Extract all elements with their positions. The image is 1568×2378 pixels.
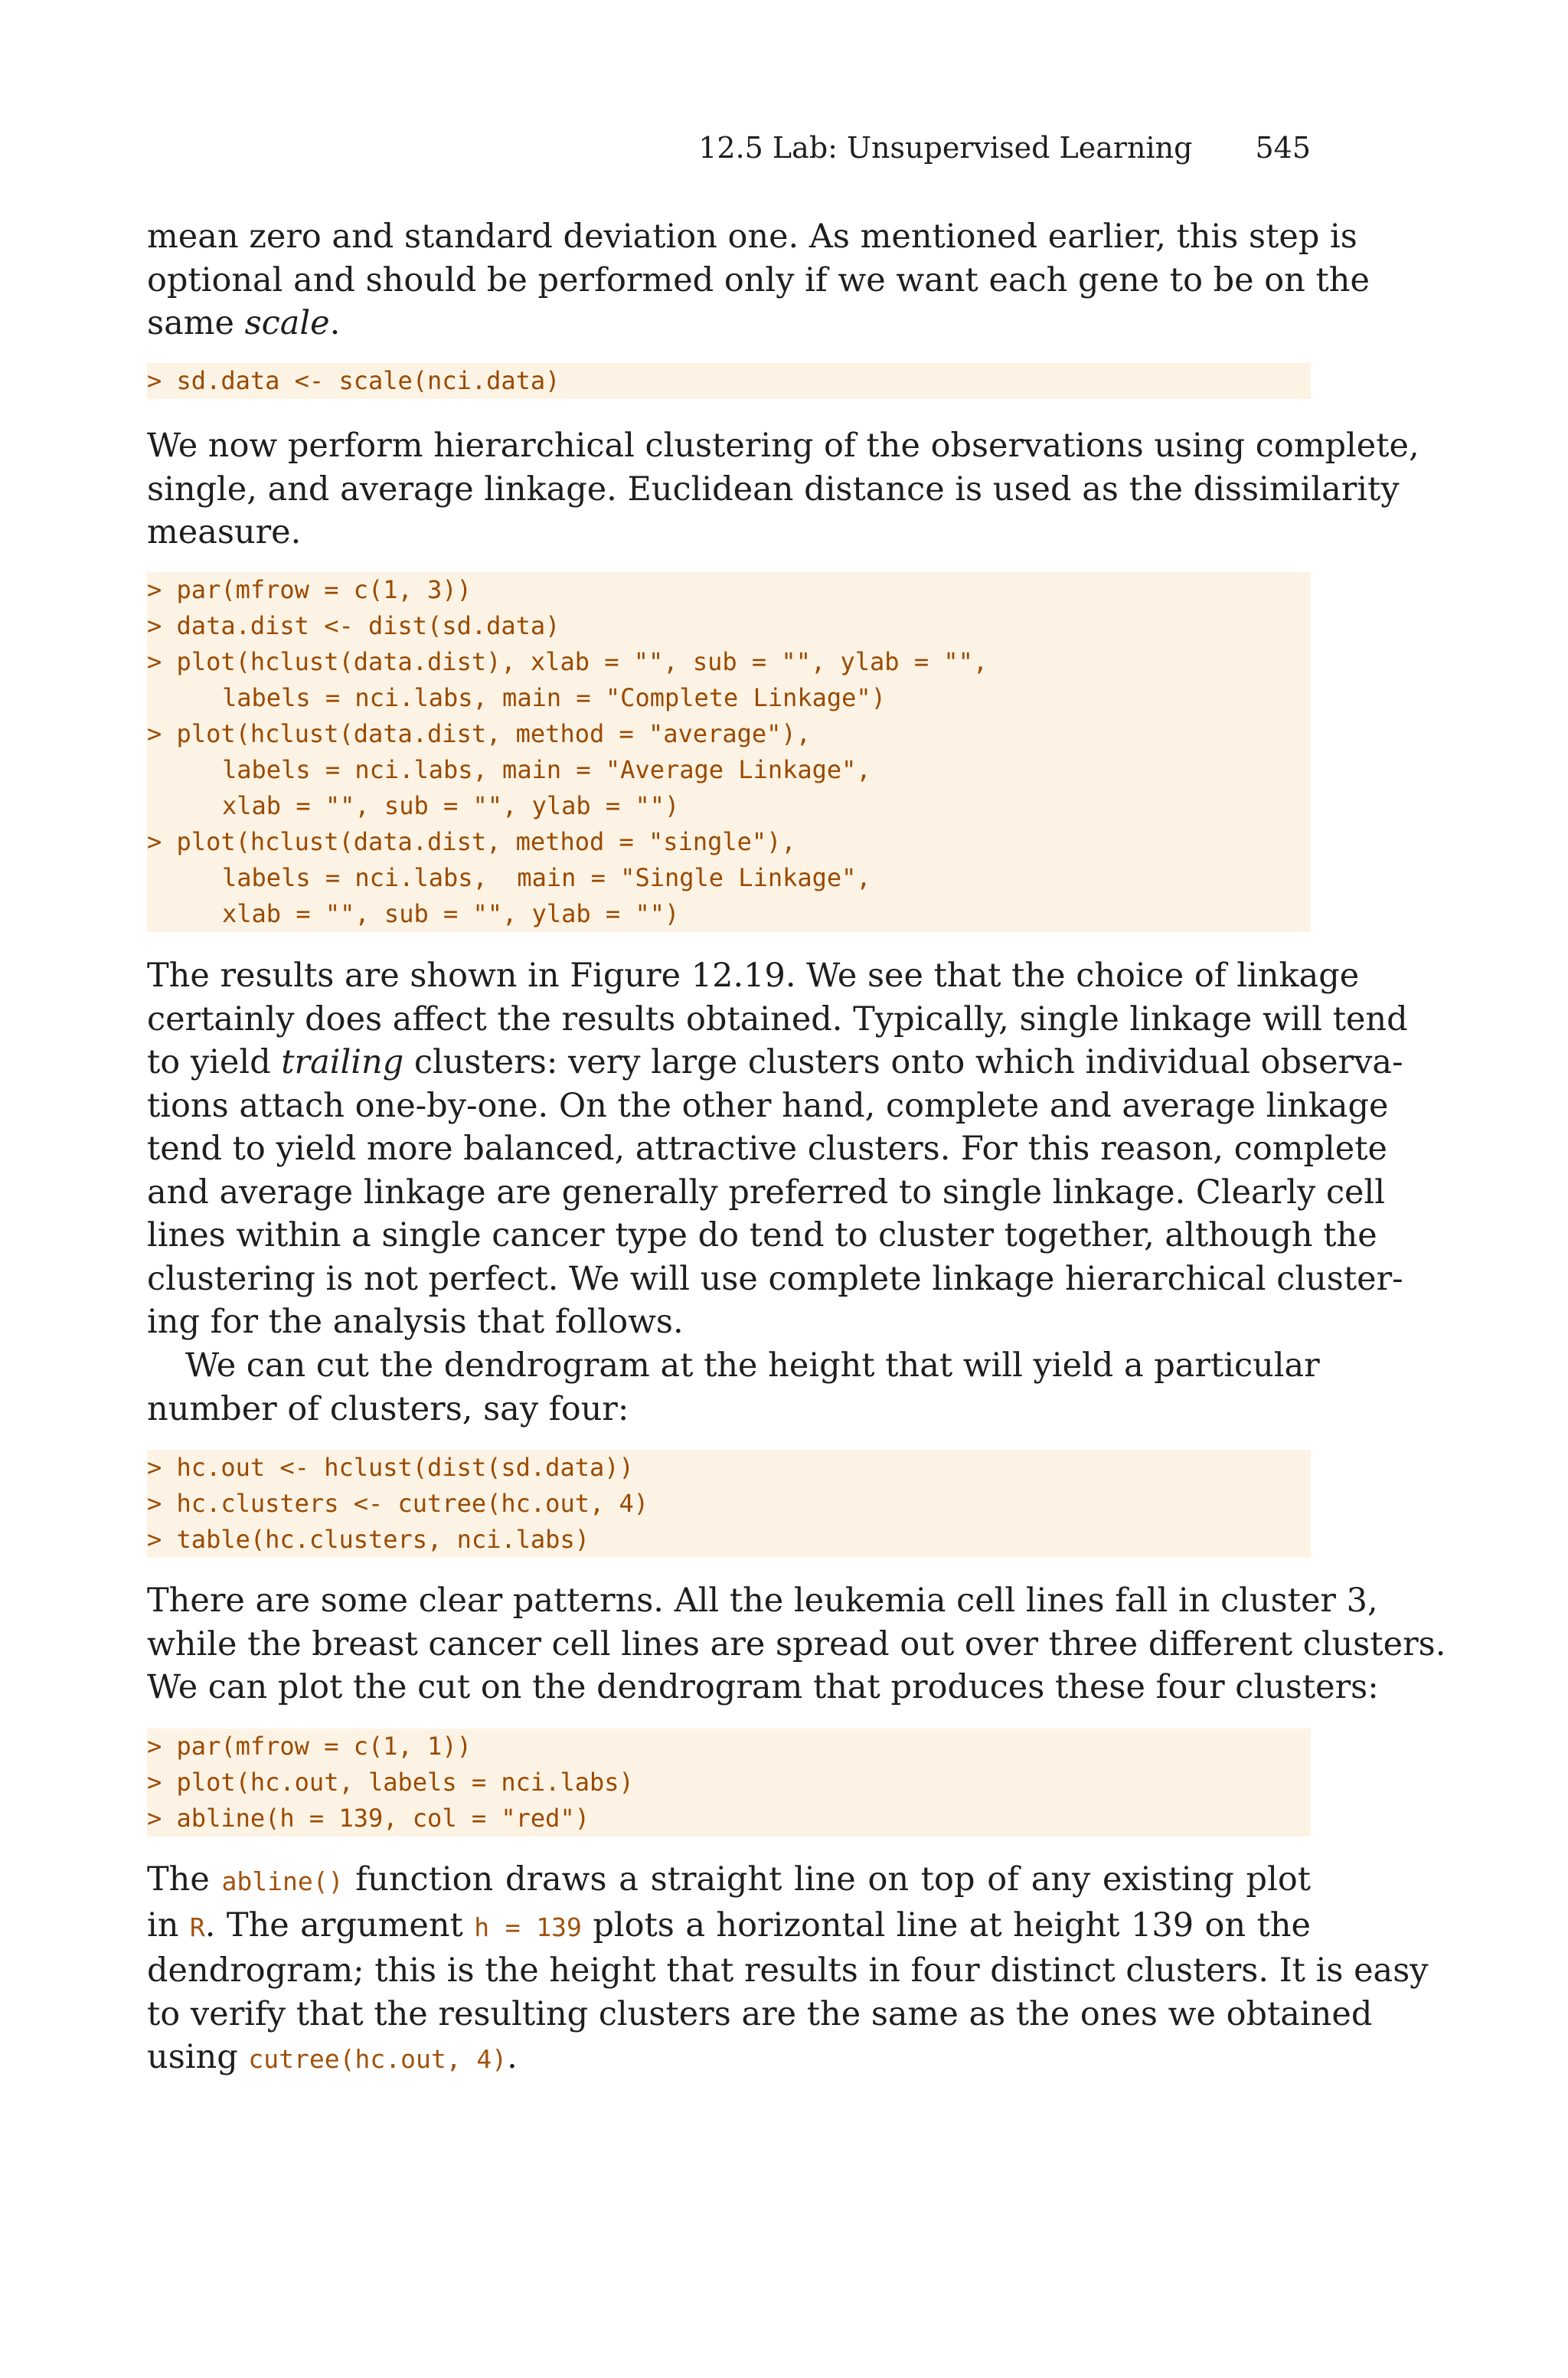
code-line	[147, 363, 1311, 399]
code-block-hclust	[147, 572, 1311, 932]
code-line: xlab = "", sub = "", ylab = "")	[222, 899, 680, 928]
text-line: number of clusters, say four:	[147, 1389, 629, 1428]
text-span: same	[147, 304, 245, 342]
text-line: clustering is not perfect. We will use complete linkage hierarchical cluster-	[147, 1259, 1403, 1298]
code-block-abline	[147, 1729, 1311, 1837]
text-span: . The argument	[204, 1905, 475, 1945]
emphasis-trailing: trailing	[281, 1043, 404, 1081]
code-line: > table(hc.clusters, nci.labs)	[147, 1525, 590, 1554]
text-line	[147, 1041, 1403, 1084]
text-line	[147, 2036, 1311, 2082]
code-line: > hc.out <- hclust(dist(sd.data))	[147, 1453, 634, 1482]
page-number: 545	[1255, 131, 1311, 165]
code-line: > plot(hclust(data.dist), xlab = "", sub = "", ylab = "",	[147, 647, 988, 676]
text-line: and average linkage are generally preferred to single linkage. Clearly cell	[147, 1173, 1385, 1212]
text-line: to verify that the resulting clusters are the same as the ones we obtained	[147, 1994, 1373, 2033]
code-block-cutree	[147, 1450, 1311, 1558]
text-line: mean zero and standard deviation one. As mentioned earlier, this step is	[147, 218, 1357, 256]
text-span: clusters: very large clusters onto which individual observa-	[403, 1043, 1403, 1081]
text-span: in	[147, 1905, 190, 1945]
running-header	[147, 129, 1311, 167]
text-line	[147, 1904, 1311, 1950]
text-line: tend to yield more balanced, attractive clusters. For this reason, complete	[147, 1130, 1387, 1168]
section-title: 12.5 Lab: Unsupervised Learning	[698, 131, 1193, 165]
text-line: lines within a single cancer type do tend to cluster together, although the	[147, 1216, 1377, 1254]
code-line: > par(mfrow = c(1, 3))	[147, 575, 472, 604]
text-line	[147, 302, 1311, 345]
text-line: while the breast cancer cell lines are spread out over three different clusters.	[147, 1624, 1446, 1663]
text-line: optional and should be performed only if we want each gene to be on the	[147, 260, 1370, 299]
inline-code-cutree: cutree(hc.out, 4)	[248, 2044, 508, 2074]
text-line: certainly does affect the results obtained. Typically, single linkage will tend	[147, 999, 1408, 1039]
paragraph-hierarchical	[147, 424, 1419, 554]
text-span: .	[329, 304, 341, 342]
code-line: labels = nci.labs, main = "Average Linkage",	[222, 755, 871, 784]
text-line	[147, 1858, 1311, 1904]
code-block-scale	[147, 363, 1311, 399]
code-line: > plot(hc.out, labels = nci.labs)	[147, 1768, 634, 1797]
text-line: There are some clear patterns. All the leukemia cell lines fall in cluster 3,	[147, 1582, 1378, 1620]
code-line: labels = nci.labs, main = "Single Linkage",	[222, 863, 871, 892]
text-span: The	[147, 1860, 222, 1899]
paragraph-patterns	[147, 1579, 1446, 1709]
paragraph-cut-dendrogram	[147, 1344, 1320, 1431]
text-line: single, and average linkage. Euclidean distance is used as the dissimilarity	[147, 469, 1400, 509]
paragraph-abline	[147, 1858, 1429, 2082]
code-line: labels = nci.labs, main = "Complete Linkage")	[222, 683, 886, 712]
code-line: xlab = "", sub = "", ylab = "")	[222, 791, 680, 820]
code-line: > par(mfrow = c(1, 1))	[147, 1732, 472, 1761]
text-line: We can plot the cut on the dendrogram that produces these four clusters:	[147, 1668, 1379, 1706]
text-span: using	[147, 2038, 249, 2076]
emphasis-scale: scale	[244, 304, 330, 342]
text-span: plots a horizontal line at height 139 on the	[581, 1905, 1311, 1945]
inline-code-abline: abline()	[221, 1866, 344, 1896]
code-line: > abline(h = 139, col = "red")	[147, 1804, 590, 1833]
paragraph-results	[147, 954, 1408, 1344]
code-text: > sd.data <- scale(nci.data)	[147, 366, 560, 395]
text-line: ing for the analysis that follows.	[147, 1303, 684, 1341]
text-line: We can cut the dendrogram at the height that will yield a particular	[185, 1346, 1320, 1385]
inline-code-h: h = 139	[474, 1912, 582, 1942]
paragraph-standardization	[147, 215, 1370, 345]
text-line: tions attach one-by-one. On the other hand, complete and average linkage	[147, 1086, 1389, 1125]
code-line: > plot(hclust(data.dist, method = "average"),	[147, 719, 811, 748]
text-span: function draws a straight line on top of any existing plot	[343, 1860, 1311, 1899]
code-line: > data.dist <- dist(sd.data)	[147, 611, 560, 640]
inline-code-r: R	[189, 1912, 205, 1942]
text-span: to yield	[147, 1043, 282, 1081]
text-span: .	[507, 2038, 518, 2076]
text-line: We now perform hierarchical clustering of the observations using complete,	[147, 427, 1419, 465]
code-line: > plot(hclust(data.dist, method = "single"),	[147, 827, 796, 856]
text-line: measure.	[147, 513, 302, 551]
code-line: > hc.clusters <- cutree(hc.out, 4)	[147, 1489, 649, 1518]
text-line: dendrogram; this is the height that results in four distinct clusters. It is easy	[147, 1951, 1429, 1990]
text-line: The results are shown in Figure 12.19. We see that the choice of linkage	[147, 957, 1360, 995]
